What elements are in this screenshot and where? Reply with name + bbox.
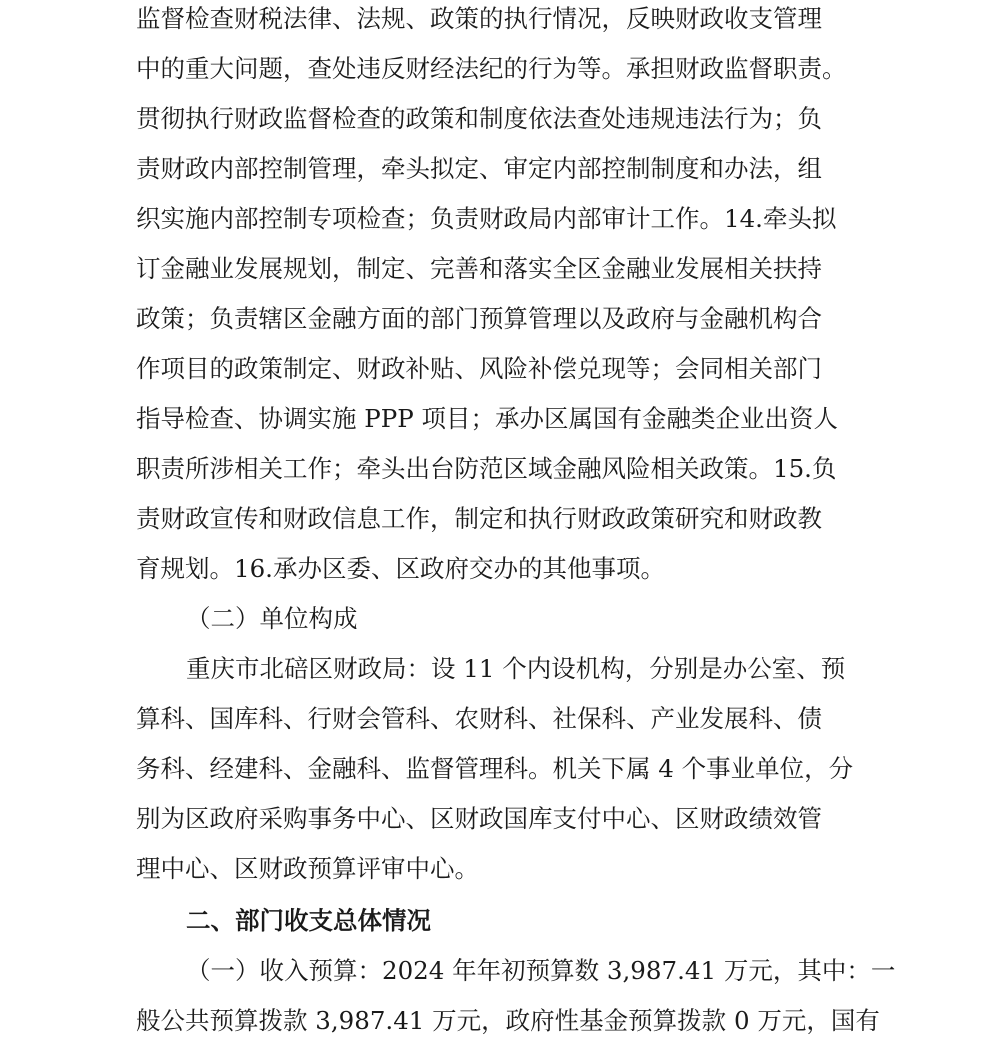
text-line: 中的重大问题，查处违反财经法纪的行为等。承担财政监督职责。 (136, 54, 847, 83)
text-line: 政策；负责辖区金融方面的部门预算管理以及政府与金融机构合 (136, 304, 822, 333)
text-line: 指导检查、协调实施 PPP 项目；承办区属国有金融类企业出资人 (136, 404, 839, 433)
section-heading: 二、部门收支总体情况 (186, 906, 431, 935)
text-line: 织实施内部控制专项检查；负责财政局内部审计工作。14.牵头拟 (136, 204, 837, 233)
text-line: 贯彻执行财政监督检查的政策和制度依法查处违规违法行为；负 (136, 104, 822, 133)
text-line: 务科、经建科、金融科、监督管理科。机关下属 4 个事业单位，分 (136, 754, 854, 783)
text-line: 算科、国库科、行财会管科、农财科、社保科、产业发展科、债 (136, 704, 822, 733)
text-line: 监督检查财税法律、法规、政策的执行情况，反映财政收支管理 (136, 4, 822, 33)
text-line: 责财政宣传和财政信息工作，制定和执行财政政策研究和财政教 (136, 504, 822, 533)
text-line: 般公共预算拨款 3,987.41 万元，政府性基金预算拨款 0 万元，国有 (136, 1006, 880, 1035)
text-line: 职责所涉相关工作；牵头出台防范区域金融风险相关政策。15.负 (136, 454, 837, 483)
text-line: 别为区政府采购事务中心、区财政国库支付中心、区财政绩效管 (136, 804, 822, 833)
text-line: 理中心、区财政预算评审中心。 (136, 854, 479, 883)
text-line: 育规划。16.承办区委、区政府交办的其他事项。 (136, 554, 665, 583)
text-line: 订金融业发展规划，制定、完善和落实全区金融业发展相关扶持 (136, 254, 822, 283)
text-line: 责财政内部控制管理，牵头拟定、审定内部控制制度和办法，组 (136, 154, 822, 183)
text-line: （一）收入预算：2024 年年初预算数 3,987.41 万元，其中：一 (186, 956, 896, 985)
section-subheading: （二）单位构成 (186, 604, 358, 633)
text-line: 重庆市北碚区财政局：设 11 个内设机构，分别是办公室、预 (186, 654, 846, 683)
text-line: 作项目的政策制定、财政补贴、风险补偿兑现等；会同相关部门 (136, 354, 822, 383)
